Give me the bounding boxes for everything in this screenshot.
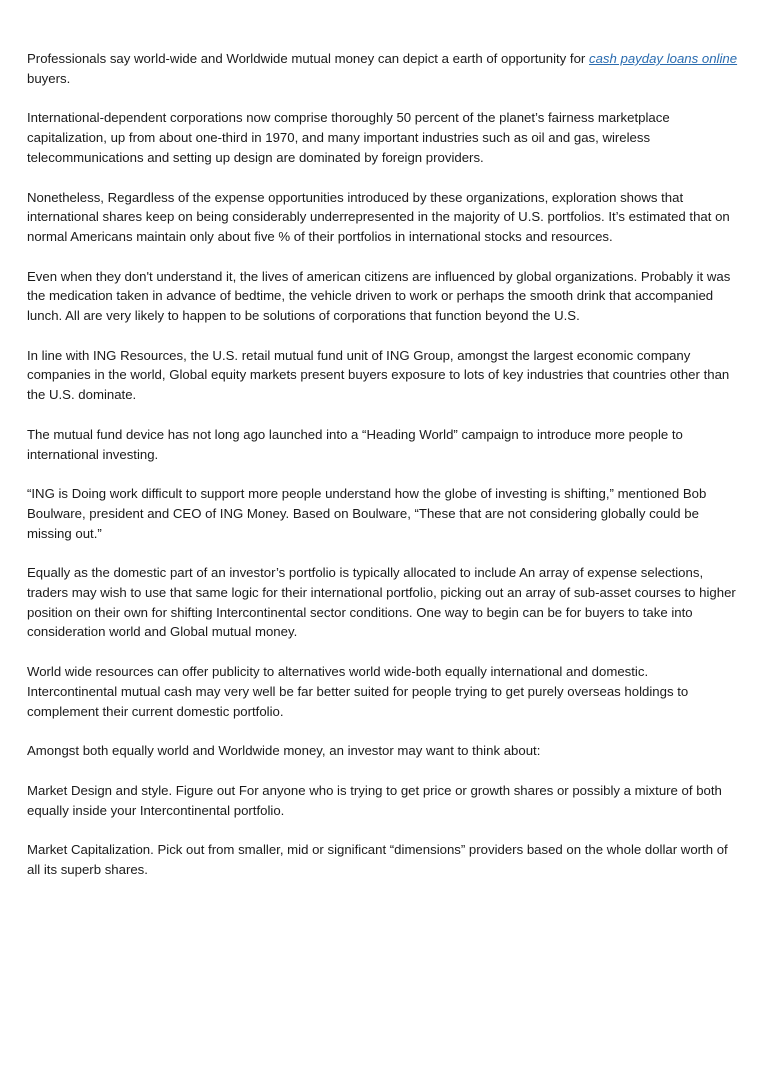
paragraph: World wide resources can offer publicity to alternatives world wide-both equally international and domestic. Intercontinental mutual cash may very well be far better suited for people trying to get purely overseas holdings to complement their current domestic portfolio.: [27, 664, 689, 719]
paragraph: Amongst both equally world and Worldwide money, an investor may want to think about:: [27, 743, 541, 759]
document-page: [27, 49, 739, 900]
paragraph: Market Design and style. Figure out For anyone who is trying to get price or growth shares or possibly a mixture of both equally inside your Intercontinental portfolio.: [27, 782, 722, 818]
paragraph: “ING is Doing work difficult to support more people understand how the globe of investing is shifting,” mentioned Bob Boulware, president and CEO of ING Money. Based on Boulware, “These that are not considering globally could be missing out.”: [27, 486, 707, 541]
paragraph: Even when they don't understand it, the lives of american citizens are influenced by global organizations. Probably it was the medication taken in advance of bedtime, the vehicle driven to work or perhaps the smooth drink that accompanied lunch. All are very likely to happen to be solutions of corporations that function beyond the U.S.: [27, 268, 731, 324]
intro-text-after: buyers.: [27, 70, 71, 86]
paragraph: Market Capitalization. Pick out from smaller, mid or significant “dimensions” providers based on the whole dollar worth of all its superb shares.: [27, 842, 728, 878]
paragraph: Equally as the domestic part of an investor’s portfolio is typically allocated to include An array of expense selections, traders may wish to use that same logic for their international portfolio, picking out an array of sub-asset courses to higher position on their own for shifting Intercontinental sector conditions. One way to begin can be for buyers to take into consideration world and Global mutual money.: [27, 565, 736, 640]
paragraph: In line with ING Resources, the U.S. retail mutual fund unit of ING Group, amongst the largest economic company companies in the world, Global equity markets present buyers exposure to lots of key industries that countries other than the U.S. dominate.: [27, 347, 730, 403]
cash-payday-loans-link[interactable]: cash payday loans online: [588, 51, 738, 66]
intro-text-before: Professionals say world-wide and Worldwide mutual money can depict a earth of opportunity for: [27, 51, 589, 66]
paragraph-intro: [27, 49, 739, 88]
paragraph: International-dependent corporations now comprise thoroughly 50 percent of the planet’s fairness marketplace capitalization, up from about one-third in 1970, and many important industries such as oil and gas, wireless telecommunications and setting up design are dominated by foreign providers.: [27, 110, 670, 165]
paragraph: The mutual fund device has not long ago launched into a “Heading World” campaign to introduce more people to international investing.: [27, 426, 683, 462]
paragraph: Nonetheless, Regardless of the expense opportunities introduced by these organizations, exploration shows that international shares keep on being considerably underrepresented in the majority of U.S. portfolios. It’s estimated that on normal Americans maintain only about five % of their portfolios in international stocks and resources.: [27, 189, 730, 244]
